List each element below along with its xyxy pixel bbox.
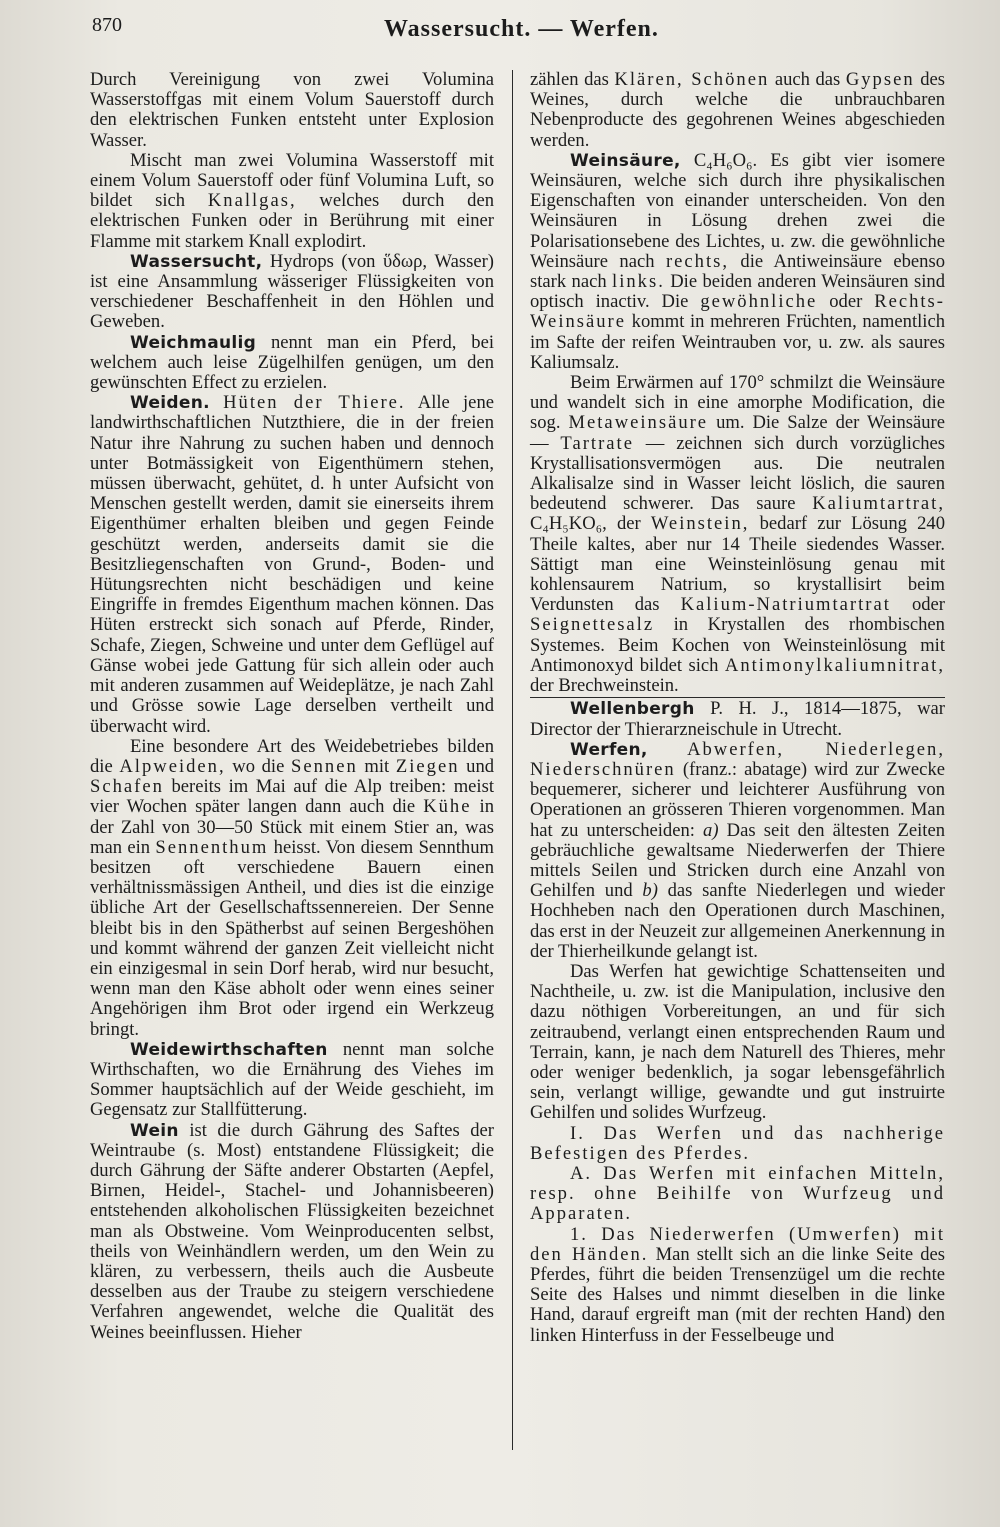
spaced-term: links. [612,271,665,293]
spaced-term: gewöhnliche [700,291,818,313]
spaced-term: Kühe [423,796,472,818]
chemical-formula: C₄H₆O₆. [693,149,758,171]
spaced-term: Abwerfen, Niederlegen, Niederschnüren [530,738,945,780]
right-column [530,70,945,1346]
headword: Weidewirthschaften [130,1039,328,1060]
entry-wassersucht: Wassersucht, Hydrops (von ὕδωρ, Wasser) ist eine Ansammlung wässeriger Flüssigkeiten von verschiedener Beschaffenheit in den Höhlen und Geweben. [90,250,494,333]
spaced-term: Hüten der Thiere. [223,392,406,414]
spaced-term: rechts, [665,250,729,272]
spaced-term: Gypsen [845,69,915,90]
column-divider [512,70,513,1450]
spaced-term: Schafen [90,776,164,798]
page-header [0,0,1000,60]
page-number: 870 [92,14,122,36]
entry-weiden: Weiden. Hüten der Thiere. Alle jene landwirthschaftlichen Nutzthiere, die in der freien Natur ihre Nahrung zu suchen haben und dennoch unter Botmässigkeit von Eigenthümern stehen, müssen überwacht, gehütet, d. h unter Aufsicht von Menschen gestellt werden, damit sie einerseits ihrem Eigenthümer erhalten bleiben und gegen Feinde geschützt werden, anderseits damit sie die Besitzliegenschaften von Grund-, Boden- und Hütungsrechten nicht beschädigen und keine Eingriffe in fremdes Eigenthum machen können. Das Hüten erstreckt sich sonach auf Pferde, Rinder, Schafe, Ziegen, Schweine und unter dem Geflügel auf Gänse wobei jede Gattung für sich allein oder auch mit anderen zusammen auf Weideplätze, je nach Zahl und Grösse sowie Lage derselben vertheilt und überwacht wird. [90,392,494,737]
headword: Wein [130,1120,179,1141]
spaced-term: Metaweinsäure [568,412,709,434]
spaced-term: Tartrate [560,432,634,454]
section-1: 1. Das Niederwerfen (Umwerfen) mit den Händen. Man stellt sich an die linke Seite des Pferdes, führt die beiden Trensenzügel um die rechte Seite des Halses und nimmt dieselben in die linke Hand, darauf ergreift man (mit der rechten Hand) den linken Hinterfuss in der Fesselbeuge und [530,1223,946,1346]
headword: Weiden. [130,393,210,414]
entry-weichmaulig: Weichmaulig nennt man ein Pferd, bei welchem auch leise Zügelhilfen genügen, um den gewünschten Effect zu erzielen. [90,331,494,394]
spaced-term: Klären, Schönen [614,69,770,90]
entry-werfen: Werfen, Abwerfen, Niederlegen, Niederschnüren (franz.: abatage) wird zur Zwecke bequemerer, sicherer und leichterer Ausführung von Operationen an grösseren Thieren vorgenommen. Man hat zu unterscheiden: a) Das seit den ältesten Zeiten gebräuchliche gewaltsame Niederwerfen der Thiere mittels Seilen und Stricken durch eine Anzahl von Gehilfen und b) das sanfte Niederlegen und wieder Hochheben nach den Operationen durch Maschinen, das erst in der Neuzeit zur allgemeinen Anerkennung in der Thierheilkunde gelangt ist. [530,738,945,962]
paragraph-knallgas: Mischt man zwei Volumina Wasserstoff mit einem Volum Sauerstoff oder fünf Volumina Luft, so bildet sich Knallgas, welches durch den elektrischen Funken oder in Berührung mit einer Flamme mit starkem Knall explodirt. [90,149,494,252]
spaced-term: Ziegen [395,755,460,777]
spaced-term: Sennen [291,755,358,777]
spaced-term: Rechts-Weinsäure [530,291,945,333]
paragraph-erwaermen: Beim Erwärmen auf 170° schmilzt die Weinsäure und wandelt sich in eine amorphe Modification, die sog. Metaweinsäure um. Die Salze der Weinsäure — Tartrate — zeichnen sich durch vorzügliches Krystallisationsvermögen aus. Die neutralen Alkalisalze sind in Wasser leicht löslich, die sauren bedeutend schwerer. Das saure Kaliumtartrat, C₄H₅KO₆, der Weinstein, bedarf zur Lösung 240 Theile kaltes, aber nur 14 Theile siedendes Wasser. Sättigt man eine Weinsteinlösung genau mit kohlensaurem Natrium, so krystallisirt beim Verdunsten das Kalium-Natriumtartrat oder Seignettesalz in Krystallen des rhombischen Systemes. Beim Kochen von Weinsteinlösung mit Antimonoxyd bildet sich Antimonylkaliumnitrat, der Brechweinstein. [530,372,946,697]
section-heading-A: A. Das Werfen mit einfachen Mitteln, resp. ohne Beihilfe von Wurfzeug und Apparaten. [530,1162,945,1225]
headword: Weinsäure, [570,150,681,171]
spaced-term: Kaliumtartrat, [812,493,945,515]
spaced-term: Weinstein, [650,513,750,535]
section-heading-1: 1. Das Niederwerfen (Umwerfen) mit den Händen. [530,1223,945,1265]
headword: Weichmaulig [130,332,257,353]
spaced-term: Alpweiden, [119,755,226,777]
spaced-term: Kalium-Natriumtartrat [680,594,891,616]
spaced-term: Sennenthum [155,836,269,858]
entry-weidewirthschaften: Weidewirthschaften nennt man solche Wirthschaften, wo die Ernährung des Viehes im Sommer hauptsächlich auf der Weide geschieht, im Gegensatz zur Stallfütterung. [90,1038,494,1121]
headword: Wellenbergh [570,699,695,720]
headword: Werfen, [570,739,648,760]
spaced-term: Knallgas, [207,190,297,212]
paragraph-schattenseiten: Das Werfen hat gewichtige Schattenseiten und Nachtheile, u. zw. ist die Manipulation, inclusive den dazu nöthigen Vorbereitungen, an und für sich zeitraubend, verlangt einen entsprechenden Raum und Terrain, kann, je nach dem Naturell des Thieres, mehr oder weniger bedenklich, ja sogar lebensgefährlich sein, verlangt willige, gewandte und gut instruirte Gehilfen und solides Wurfzeug. [530,960,945,1124]
left-column [90,70,494,1343]
section-heading-I: I. Das Werfen und das nachherige Befestigen des Pferdes. [530,1122,945,1164]
entry-weinsaeure: Weinsäure, C₄H₆O₆. Es gibt vier isomere Weinsäuren, welche sich durch ihre physikalischen Eigenschaften von einander unterscheiden. Von den Weinsäuren in Lösung drehen zwei die Polarisationsebene des Lichtes, u. zw. die gewöhnliche Weinsäure nach rechts, die Antiweinsäure ebenso stark nach links. Die beiden anderen Weinsäuren sind optisch inactiv. Die gewöhnliche oder Rechts-Weinsäure kommt in mehreren Früchten, namentlich im Safte der reifen Weintrauben vor, u. zw. als saures Kaliumsalz. [530,149,945,373]
spaced-term: Seignettesalz [530,614,655,636]
paragraph-wein-continued: zählen das Klären, Schönen auch das Gypsen des Weines, durch welche die unbrauchbaren Nebenproducte des gegohrenen Weines abgeschieden werden. [530,69,945,151]
paragraph-alpweiden: Eine besondere Art des Weidebetriebes bilden die Alpweiden, wo die Sennen mit Ziegen und Schafen bereits im Mai auf die Alp treiben: meist vier Wochen später langen dann auch die Kühe in der Zahl von 30—50 Stück mit einem Stier an, was man ein Sennenthum heisst. Von diesem Sennthum besitzen oft verschiedene Bauern einen verhältnissmässigen Antheil, und dies ist die einzige übliche Art der Gesellschaftssennereien. Der Senne bleibt bis in den Spätherbst auf seinen Bergeshöhen und kommt während der ganzen Zeit vielleicht nicht ein einzigesmal in sein Dorf herab, wird nur besucht, wenn man den Käse abholt oder wenn eines seiner Angehörigen ihm Brot oder irgend ein Werkzeug bringt. [90,735,495,1040]
entry-wellenbergh: Wellenbergh P. H. J., 1814—1875, war Director der Thierarzneischule in Utrecht. [530,698,945,740]
spaced-term: Antimonylkaliumnitrat, [724,654,945,676]
headword: Wassersucht, [130,251,263,272]
running-title: Wassersucht. — Werfen. [384,16,659,42]
entry-wein: Wein ist die durch Gährung des Saftes der Weintraube (s. Most) entstandene Flüssigkeit; die durch Gährung der Säfte anderer Obstarten (Aepfel, Birnen, Heidel-, Stachel- und Johannisbeeren) entstehenden alkoholischen Flüssigkeiten bezeichnet man als Obstweine. Vom Weinproducenten selbst, theils von Weinhändlern werden, um den Wein zu klären, zu verbessern, theils auch die Ausbeute desselben aus der Traube zu steigern verschiedene Verfahren angewendet, welche die Qualität des Weines beeinflussen. Hieher [90,1119,494,1343]
paragraph-wasserstoff-1: Durch Vereinigung von zwei Volumina Wasserstoffgas mit einem Volum Sauerstoff durch den elektrischen Funken entsteht unter Explosion Wasser. [90,69,494,151]
